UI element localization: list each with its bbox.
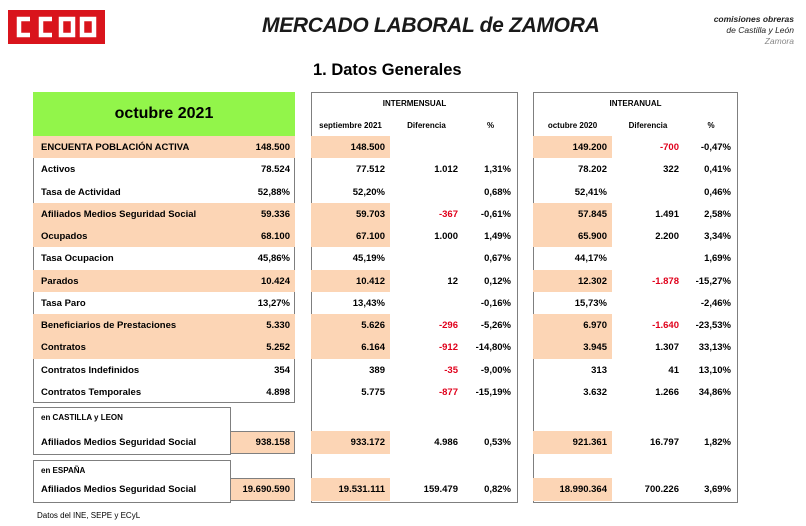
row-intermensual-pct: 1,49%	[484, 230, 511, 242]
row-intermensual-value: 10.412	[311, 270, 390, 292]
row-interanual-diff: -700	[659, 141, 679, 153]
row-intermensual-pct: -5,26%	[480, 319, 511, 331]
row-label: Parados	[33, 270, 230, 292]
row-intermensual-diff: -296	[438, 319, 458, 331]
region-intermensual-value: 933.172	[311, 431, 390, 454]
row-intermensual-diff	[390, 136, 463, 158]
row-intermensual-value: 5.626	[311, 314, 390, 336]
interanual-col-period: octubre 2020	[547, 121, 598, 130]
row-value: 52,88%	[257, 186, 290, 198]
row-label: Contratos Indefinidos	[41, 364, 140, 376]
row-interanual-diff: 1.266	[655, 386, 679, 398]
row-intermensual-diff: -367	[438, 208, 458, 220]
row-intermensual-diff: -35	[444, 364, 458, 376]
region-value: 19.690.590	[230, 478, 295, 501]
row-intermensual-value: 45,19%	[352, 253, 385, 264]
row-interanual-pct: 34,86%	[698, 386, 731, 398]
row-interanual-pct: 33,13%	[698, 342, 731, 353]
row-interanual-value: 44,17%	[574, 253, 607, 264]
row-interanual-diff: 1.307	[655, 342, 679, 353]
intermensual-title: INTERMENSUAL	[382, 98, 447, 108]
row-interanual-value: 78.202	[577, 164, 607, 175]
row-intermensual-pct: -0,61%	[480, 208, 511, 220]
row-intermensual-diff: 12	[447, 275, 458, 287]
region-title: en CASTILLA y LEON	[41, 412, 123, 422]
region-intermensual-diff: 4.986	[434, 437, 458, 448]
row-intermensual-value: 6.164	[311, 336, 390, 359]
row-interanual-diff: 1.491	[655, 208, 679, 220]
row-intermensual-value: 148.500	[311, 136, 390, 158]
row-interanual-diff: 41	[668, 364, 679, 376]
intermensual-col-pct: %	[486, 121, 495, 130]
region-intermensual-pct: 0,53%	[484, 437, 511, 448]
row-interanual-value: 12.302	[533, 270, 612, 292]
row-intermensual-pct: 1,31%	[484, 164, 511, 175]
row-interanual-value: 3.945	[533, 336, 612, 359]
row-intermensual-diff	[390, 181, 463, 203]
row-intermensual-pct: -9,00%	[480, 364, 511, 376]
section-title: 1. Datos Generales	[313, 61, 462, 79]
main-period-header: octubre 2021	[33, 92, 295, 136]
row-intermensual-pct: -14,80%	[475, 342, 511, 353]
row-interanual-diff	[612, 247, 684, 270]
row-value: 59.336	[230, 203, 295, 225]
region-interanual-diff: 700.226	[644, 484, 679, 495]
region-value-box	[230, 478, 295, 501]
row-value: 5.330	[230, 314, 295, 336]
row-label: Contratos Temporales	[41, 386, 142, 398]
row-interanual-value: 52,41%	[574, 186, 607, 198]
region-interanual-value: 921.361	[533, 431, 612, 454]
row-interanual-diff: 2.200	[655, 230, 679, 242]
row-intermensual-pct: 0,68%	[484, 186, 511, 198]
row-value: 13,27%	[257, 297, 290, 309]
region-interanual-pct: 1,82%	[704, 437, 731, 448]
row-intermensual-value: 389	[369, 364, 385, 376]
region-title: en ESPAÑA	[41, 465, 86, 475]
row-interanual-diff: -1.640	[652, 319, 679, 331]
row-interanual-pct: -15,27%	[695, 275, 731, 287]
row-interanual-diff: -1.878	[652, 275, 679, 287]
row-interanual-pct: 13,10%	[698, 364, 731, 376]
region-row-label: Afiliados Medios Seguridad Social	[41, 484, 197, 495]
row-label: Activos	[41, 164, 76, 175]
row-intermensual-diff: -877	[438, 386, 458, 398]
row-label: Ocupados	[33, 225, 230, 247]
row-intermensual-diff: 1.012	[434, 164, 458, 175]
region-intermensual-diff: 159.479	[423, 484, 458, 495]
row-intermensual-diff: 1.000	[434, 230, 458, 242]
interanual-title: INTERANUAL	[609, 98, 662, 108]
row-interanual-diff	[612, 292, 684, 314]
row-value: 45,86%	[257, 253, 290, 264]
row-intermensual-value: 59.703	[311, 203, 390, 225]
row-label: Tasa Ocupacion	[41, 253, 114, 264]
row-interanual-diff: 322	[663, 164, 679, 175]
page-title: MERCADO LABORAL de ZAMORA	[262, 14, 600, 37]
region-interanual-value: 18.990.364	[533, 478, 612, 501]
row-label: Tasa de Actividad	[41, 186, 121, 198]
region-row-label: Afiliados Medios Seguridad Social	[41, 437, 197, 448]
row-interanual-pct: 3,34%	[704, 230, 731, 242]
region-intermensual-pct: 0,82%	[484, 484, 511, 495]
row-intermensual-diff: -912	[438, 342, 458, 353]
row-intermensual-value: 77.512	[355, 164, 385, 175]
row-intermensual-pct: 0,12%	[484, 275, 511, 287]
row-label: ENCUENTA POBLACIÓN ACTIVA	[33, 136, 230, 158]
row-label: Beneficiarios de Prestaciones	[33, 314, 230, 336]
row-interanual-value: 313	[591, 364, 607, 376]
row-interanual-value: 65.900	[533, 225, 612, 247]
row-interanual-pct: -2,46%	[700, 297, 731, 309]
region-interanual-diff: 16.797	[649, 437, 679, 448]
row-intermensual-pct: 0,67%	[484, 253, 511, 264]
footnote: Datos del INE, SEPE y ECyL	[37, 511, 141, 520]
interanual-col-diff: Diferencia	[628, 121, 668, 130]
interanual-col-pct: %	[707, 121, 715, 130]
row-label: Tasa Paro	[41, 297, 86, 309]
row-value: 68.100	[230, 225, 295, 247]
brand-line-1: comisiones obreras	[713, 14, 794, 24]
row-intermensual-pct	[463, 136, 518, 158]
row-interanual-value: 15,73%	[574, 297, 607, 309]
intermensual-col-diff: Diferencia	[407, 121, 446, 130]
row-intermensual-pct: -0,16%	[480, 297, 511, 309]
row-value: 78.524	[260, 164, 290, 175]
region-intermensual-value: 19.531.111	[311, 478, 390, 501]
region-value: 938.158	[230, 431, 295, 454]
row-value: 4.898	[266, 386, 290, 398]
row-interanual-pct: 1,69%	[704, 253, 731, 264]
row-interanual-value: 6.970	[533, 314, 612, 336]
row-interanual-value: 149.200	[533, 136, 612, 158]
row-value: 10.424	[230, 270, 295, 292]
row-value: 148.500	[230, 136, 295, 158]
region-value-box	[230, 431, 295, 454]
row-intermensual-value: 5.775	[361, 386, 385, 398]
row-intermensual-value: 67.100	[311, 225, 390, 247]
row-interanual-value: 3.632	[583, 386, 607, 398]
ccoo-logo-mark	[8, 10, 105, 44]
row-interanual-pct: -23,53%	[695, 319, 731, 331]
row-intermensual-diff	[390, 292, 463, 314]
row-interanual-pct: 0,46%	[704, 186, 731, 198]
row-label: Contratos	[33, 336, 230, 359]
row-interanual-pct: 0,41%	[704, 164, 731, 175]
row-intermensual-value: 52,20%	[352, 186, 385, 198]
ccoo-logo	[8, 10, 105, 44]
row-value: 5.252	[230, 336, 295, 359]
intermensual-col-period: septiembre 2021	[319, 121, 382, 130]
row-label: Afiliados Medios Seguridad Social	[33, 203, 230, 225]
brand-text	[714, 14, 794, 47]
row-interanual-diff	[612, 181, 684, 203]
brand-line-2: de Castilla y León	[726, 25, 794, 35]
brand-line-3: Zamora	[764, 36, 794, 46]
row-intermensual-pct: -15,19%	[475, 386, 511, 398]
row-intermensual-value: 13,43%	[352, 297, 385, 309]
row-value: 354	[274, 364, 290, 376]
row-intermensual-diff	[390, 247, 463, 270]
row-interanual-pct: -0,47%	[700, 141, 731, 153]
row-interanual-value: 57.845	[533, 203, 612, 225]
region-interanual-pct: 3,69%	[704, 484, 731, 495]
row-interanual-pct: 2,58%	[704, 208, 731, 220]
